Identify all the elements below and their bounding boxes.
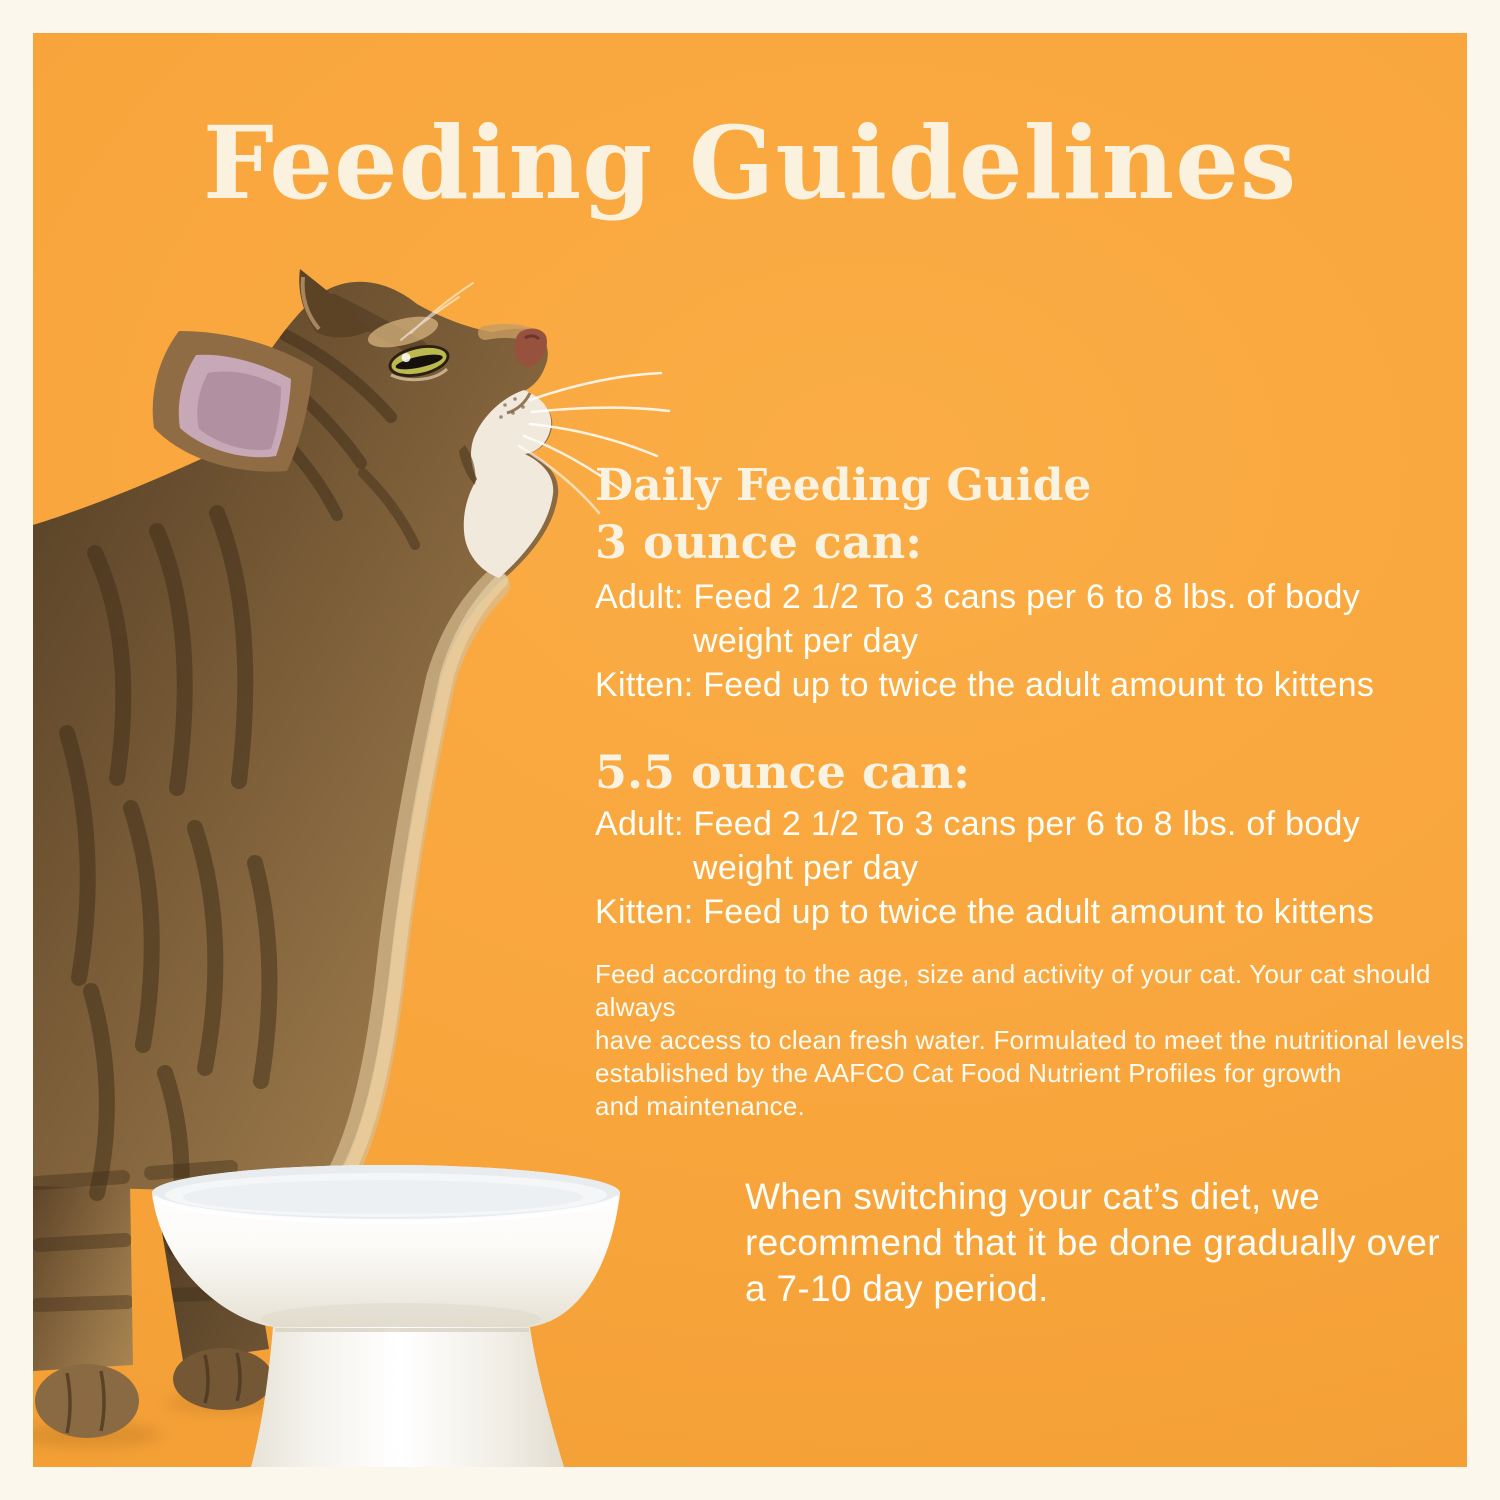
note-line: When switching your cat’s diet, we	[745, 1176, 1321, 1217]
disclaimer-line: and maintenance.	[595, 1091, 805, 1121]
adult-feeding-line: Adult: Feed 2 1/2 To 3 cans per 6 to 8 lbs. of body	[595, 805, 1361, 843]
disclaimer-line: have access to clean fresh water. Formulated to meet the nutritional levels	[595, 1025, 1465, 1055]
feeding-instructions-5-5oz	[595, 802, 1374, 934]
note-line: recommend that it be done gradually over	[745, 1222, 1440, 1263]
diet-transition-note	[745, 1174, 1440, 1312]
adult-feeding-line-continued: weight per day	[693, 622, 919, 660]
orange-panel	[33, 33, 1467, 1467]
page-title: Feeding Guidelines	[202, 104, 1298, 222]
disclaimer-line: established by the AAFCO Cat Food Nutrient Profiles for growth	[595, 1058, 1342, 1088]
can-size-label-3oz: 3 ounce can:	[595, 515, 923, 569]
aafco-disclaimer	[595, 958, 1467, 1123]
disclaimer-line: Feed according to the age, size and activity of your cat. Your cat should always	[595, 959, 1431, 1022]
kitten-feeding-line: Kitten: Feed up to twice the adult amount to kittens	[595, 893, 1375, 931]
kitten-feeding-line: Kitten: Feed up to twice the adult amount to kittens	[595, 666, 1375, 704]
bowl-pedestal	[251, 1327, 564, 1467]
note-line: a 7-10 day period.	[745, 1268, 1049, 1309]
adult-feeding-line: Adult: Feed 2 1/2 To 3 cans per 6 to 8 lbs. of body	[595, 578, 1361, 616]
can-size-label-5-5oz: 5.5 ounce can:	[595, 745, 971, 799]
adult-feeding-line-continued: weight per day	[693, 849, 919, 887]
daily-feeding-guide-heading: Daily Feeding Guide	[595, 460, 1092, 511]
feeding-instructions-3oz	[595, 575, 1374, 707]
